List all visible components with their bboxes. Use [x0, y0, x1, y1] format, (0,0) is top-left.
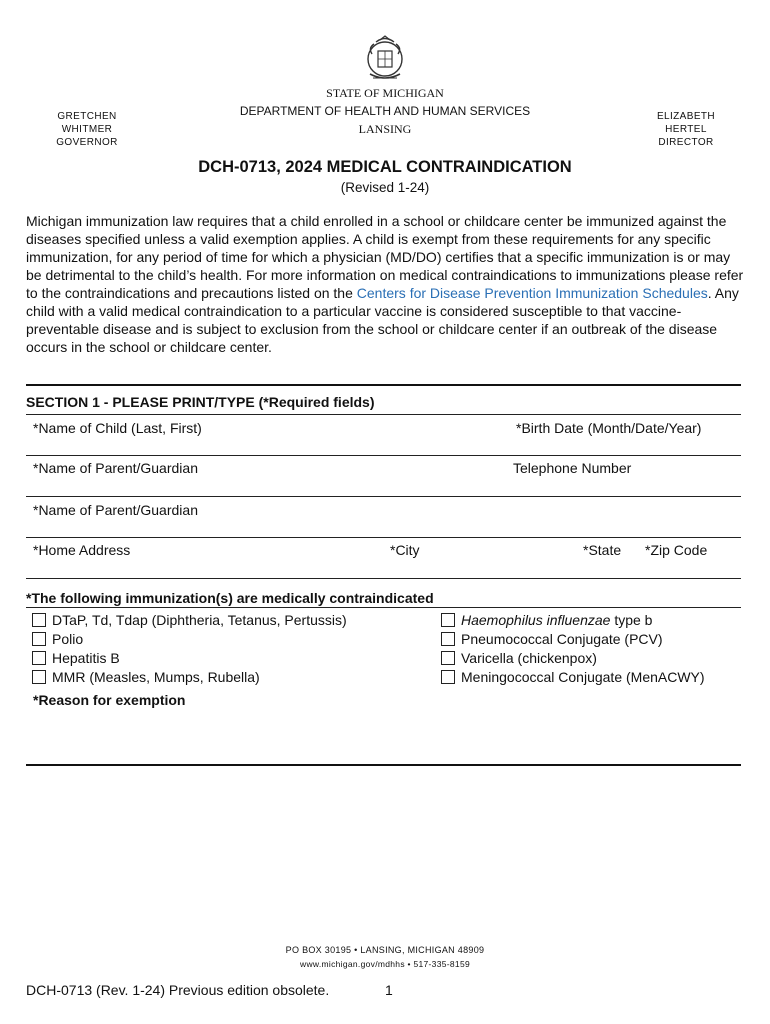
- hepatitis-b-option[interactable]: [32, 648, 347, 667]
- immunizations-heading: *The following immunization(s) are medically contraindicated: [26, 590, 434, 606]
- cdc-schedules-link[interactable]: Centers for Disease Prevention Immunization Schedules: [356, 285, 708, 301]
- governor-title: GOVERNOR: [56, 137, 118, 148]
- polio-label: Polio: [52, 630, 84, 647]
- form-title: DCH-0713, 2024 MEDICAL CONTRAINDICATION: [198, 158, 572, 176]
- row-rule-3: [26, 537, 741, 538]
- immunizations-heading-rule: [26, 607, 741, 608]
- state-name: STATE OF MICHIGAN: [326, 86, 444, 100]
- hepatitis-b-label: Hepatitis B: [52, 649, 120, 666]
- department-name: DEPARTMENT OF HEALTH AND HUMAN SERVICES: [239, 104, 531, 118]
- page-number: 1: [385, 982, 393, 998]
- pcv-checkbox[interactable]: [441, 632, 455, 646]
- parent2-label[interactable]: *Name of Parent/Guardian: [33, 502, 198, 518]
- birth-date-label[interactable]: *Birth Date (Month/Date/Year): [516, 420, 702, 436]
- reason-label[interactable]: *Reason for exemption: [33, 692, 186, 708]
- child-name-label[interactable]: *Name of Child (Last, First): [33, 420, 202, 436]
- form-revision-note: DCH-0713 (Rev. 1-24) Previous edition obsolete.: [26, 982, 330, 998]
- varicella-checkbox[interactable]: [441, 651, 455, 665]
- director-block: [636, 110, 736, 149]
- city-label[interactable]: *City: [390, 542, 420, 558]
- state-label[interactable]: *State: [583, 542, 622, 558]
- mmr-checkbox[interactable]: [32, 670, 46, 684]
- intro-text-2: . Any child with a valid medical contraindication to a particular vaccine is considered susceptible to that vaccine-preventable disease and is subject to exclusion from the school or childcare center if an outbreak of the disease occurs in the school or childcare center.: [26, 285, 739, 355]
- polio-option[interactable]: [32, 629, 347, 648]
- zip-label[interactable]: *Zip Code: [645, 542, 708, 558]
- hib-checkbox[interactable]: [441, 613, 455, 627]
- hib-label: [461, 612, 652, 628]
- michigan-seal-icon: [362, 34, 408, 82]
- pcv-option[interactable]: [441, 629, 705, 648]
- pcv-label: Pneumococcal Conjugate (PCV): [461, 630, 663, 647]
- governor-block: [34, 110, 140, 149]
- governor-name: GRETCHEN WHITMER: [57, 111, 117, 135]
- row-rule-1: [26, 455, 741, 456]
- menacwy-label: Meningococcal Conjugate (MenACWY): [461, 668, 705, 685]
- intro-text-1: Michigan immunization law requires that a child enrolled in a school or childcare center be immunized against the diseases specified unless a valid exemption applies. A child is exempt from these requirements for any specific immunization, for any period of time for which a physician (MD/DO) certifies that a specific immunization is or may be detrimental to the child’s health. For more information on medical contraindications to immunizations please refer to the contraindications and precautions listed on the: [26, 213, 744, 301]
- footer-contact: www.michigan.gov/mdhhs • 517-335-8159: [300, 959, 470, 969]
- row-rule-4: [26, 578, 741, 579]
- row-rule-2: [26, 496, 741, 497]
- telephone-label[interactable]: Telephone Number: [513, 460, 632, 476]
- director-name: ELIZABETH HERTEL: [656, 111, 716, 135]
- varicella-option[interactable]: [441, 648, 705, 667]
- mmr-option[interactable]: [32, 667, 347, 686]
- polio-checkbox[interactable]: [32, 632, 46, 646]
- director-title: DIRECTOR: [658, 137, 714, 148]
- intro-paragraph: [26, 212, 748, 356]
- section1-heading-rule: [26, 414, 741, 415]
- varicella-label: Varicella (chickenpox): [461, 649, 597, 666]
- form-revision: (Revised 1-24): [340, 180, 430, 195]
- section-divider-top: [26, 384, 741, 386]
- city-name: LANSING: [358, 122, 412, 136]
- footer-address: PO BOX 30195 • LANSING, MICHIGAN 48909: [285, 945, 485, 955]
- immunization-list-right: [441, 610, 705, 686]
- hepatitis-b-checkbox[interactable]: [32, 651, 46, 665]
- parent1-label[interactable]: *Name of Parent/Guardian: [33, 460, 198, 476]
- menacwy-checkbox[interactable]: [441, 670, 455, 684]
- dtap-checkbox[interactable]: [32, 613, 46, 627]
- hib-option[interactable]: [441, 610, 705, 629]
- dtap-label: DTaP, Td, Tdap (Diphtheria, Tetanus, Pertussis): [52, 611, 347, 628]
- section-divider-bottom: [26, 764, 741, 766]
- hib-label-rest: type b: [610, 611, 653, 628]
- mmr-label: MMR (Measles, Mumps, Rubella): [52, 668, 260, 685]
- section1-heading: SECTION 1 - PLEASE PRINT/TYPE (*Required fields): [26, 394, 375, 410]
- menacwy-option[interactable]: [441, 667, 705, 686]
- immunization-list-left: [32, 610, 347, 686]
- home-address-label[interactable]: *Home Address: [33, 542, 131, 558]
- hib-label-italic: Haemophilus influenzae: [461, 611, 611, 628]
- dtap-option[interactable]: [32, 610, 347, 629]
